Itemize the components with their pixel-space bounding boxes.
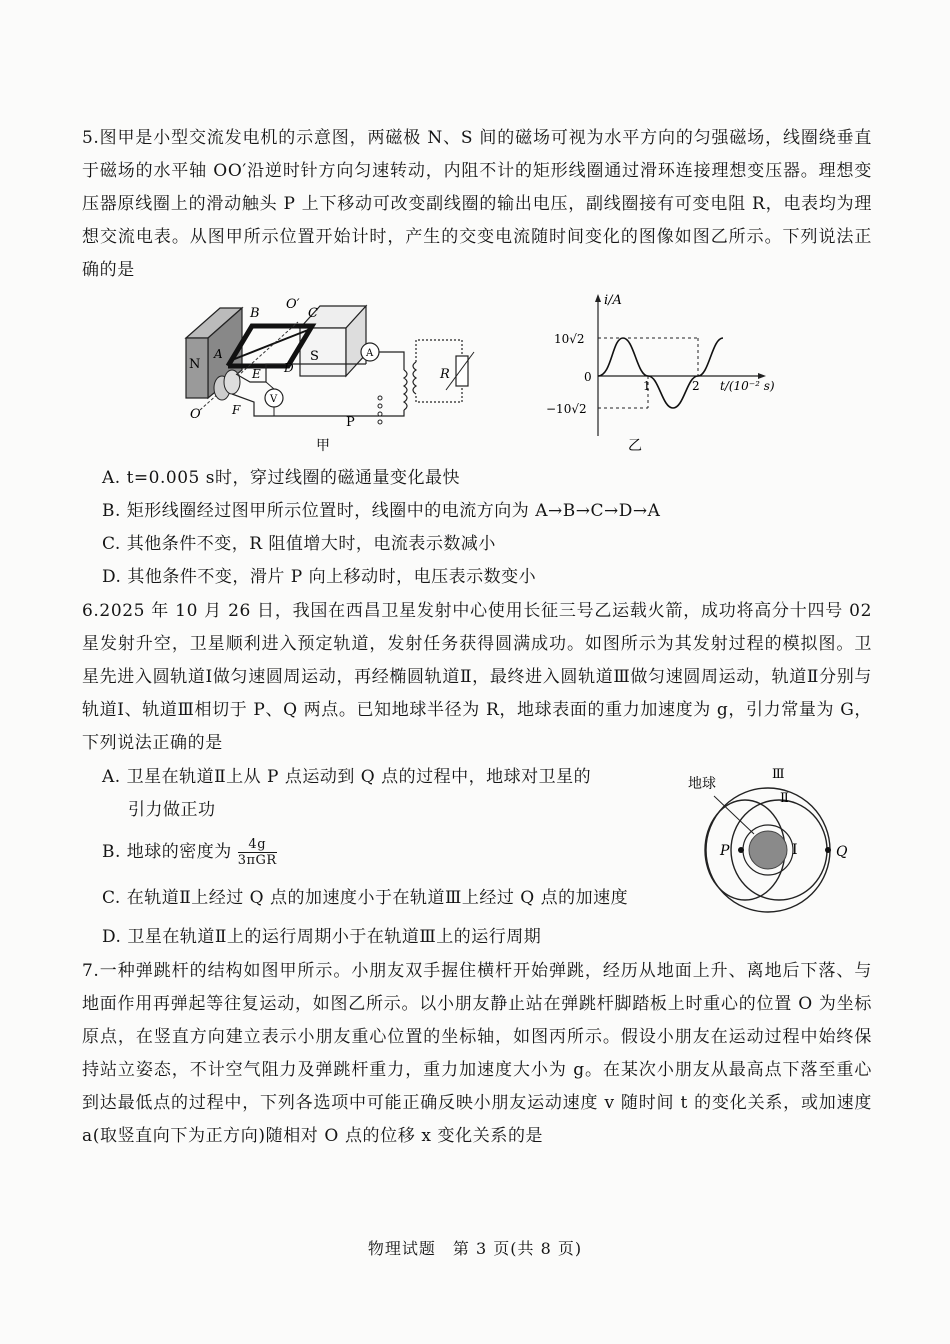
label-N: N [189,357,201,372]
q6-stem: 6.2025 年 10 月 26 日，我国在西昌卫星发射中心使用长征三号乙运载火箭，成功将高分十四号 02 星发射升空，卫星顺利进入预定轨道，发射任务获得圆满成功。如图所示为其发射过程的模拟图。卫星先进入圆轨道Ⅰ做匀速圆周运动，再经椭圆轨道Ⅱ，最终进入圆轨道Ⅲ做匀速圆周运动，轨道Ⅱ分别与轨道Ⅰ、轨道Ⅲ相切于 P、Q 两点。已知地球半径为 R，地球表面的重力加速度为 g，引力常量为 G，下列说法正确的是 [82,601,872,753]
label-E: E [252,367,261,381]
orbit-2-label: Ⅱ [780,791,789,806]
density-denominator: 3πGR [237,853,277,868]
point-Q-label: Q [836,844,848,860]
q7-stem: 7.一种弹跳杆的结构如图甲所示。小朋友双手握住横杆开始弹跳，经历从地面上升、离地后下落、与地面作用再弹起等往复运动，如图乙所示。以小朋友静止站在弹跳杆脚踏板上时重心的位置 O 为坐标原点，在竖直方向建立表示小朋友重心位置的坐标轴，如图丙所示。假设小朋友在运动过程中始终保持站立姿态，不计空气阻力及弹跳杆重力，重力加速度大小为 g。在某次小朋友从最高点下落至重心到达最低点的过程中，下列各选项中可能正确反映小朋友运动速度 v 随时间 t 的变化关系，或加速度 a(取竖直向下为正方向)随相对 O 点的位移 x 变化关系的是 [82,961,872,1146]
ammeter-label: A [366,348,374,359]
page-footer: 物理试题 第 3 页(共 8 页) [367,1239,583,1258]
q5-stem: 5.图甲是小型交流发电机的示意图，两磁极 N、S 间的磁场可视为水平方向的匀强磁场，线圈绕垂直于磁场的水平轴 OO′沿逆时针方向匀速转动，内阻不计的矩形线圈通过滑环连接理想变压器。理想变压器原线圈上的滑动触头 P 上下移动可改变副线圈的输出电压，副线圈接有可变电阻 R，电表均为理想交流电表。从图甲所示位置开始计时，产生的交变电流随时间变化的图像如图乙所示。下列说法正确的是 [82,128,872,280]
label-B: B [250,306,260,321]
label-O-prime: O′ [286,297,300,312]
graph-ytick-pos: 10√2 [554,332,585,346]
graph-xlabel: t/(10⁻² s) [720,379,775,393]
q6-option-a-line2: 引力做正功 [128,800,216,820]
q5-option-d: D. 其他条件不变，滑片 P 向上移动时，电压表示数变小 [102,567,537,587]
label-C: C [308,306,318,321]
q6-option-b-prefix: B. 地球的密度为 [102,842,232,862]
label-S: S [310,349,319,364]
label-O: O [190,407,201,422]
orbit-1-label: Ⅰ [792,842,798,858]
label-A: A [214,347,223,361]
label-P: P [346,415,355,430]
q5-option-c: C. 其他条件不变，R 阻值增大时，电流表示数减小 [102,534,496,554]
q6-option-d: D. 卫星在轨道Ⅱ上的运行周期小于在轨道Ⅲ上的运行周期 [102,927,542,947]
graph-xtick-1: 1 [643,379,651,393]
generator-figure [180,290,480,460]
current-graph [540,290,780,460]
graph-ytick-neg: −10√2 [546,402,587,416]
earth-label: 地球 [688,776,716,792]
label-R: R [440,367,450,382]
orbit-3-label: Ⅲ [772,767,785,782]
figure-jia-caption: 甲 [316,438,330,454]
point-P-label: P [720,843,730,859]
label-D: D [284,361,294,375]
orbit-figure [684,762,870,918]
q5-option-b: B. 矩形线圈经过图甲所示位置时，线圈中的电流方向为 A→B→C→D→A [102,501,661,521]
density-fraction [238,837,277,868]
label-F: F [232,403,241,417]
graph-ylabel: i/A [604,293,622,308]
q6-option-c: C. 在轨道Ⅱ上经过 Q 点的加速度小于在轨道Ⅲ上经过 Q 点的加速度 [102,888,629,908]
figure-yi-caption: 乙 [628,438,642,454]
voltmeter-label: V [270,394,278,405]
q6-option-b [102,836,277,869]
q5-option-a: A. t=0.005 s时，穿过线圈的磁通量变化最快 [102,468,460,488]
graph-xtick-2: 2 [692,379,700,393]
q6-option-a-line1: A. 卫星在轨道Ⅱ上从 P 点运动到 Q 点的过程中，地球对卫星的 [102,767,592,787]
graph-origin: 0 [584,370,592,384]
density-numerator: 4g [238,837,277,853]
